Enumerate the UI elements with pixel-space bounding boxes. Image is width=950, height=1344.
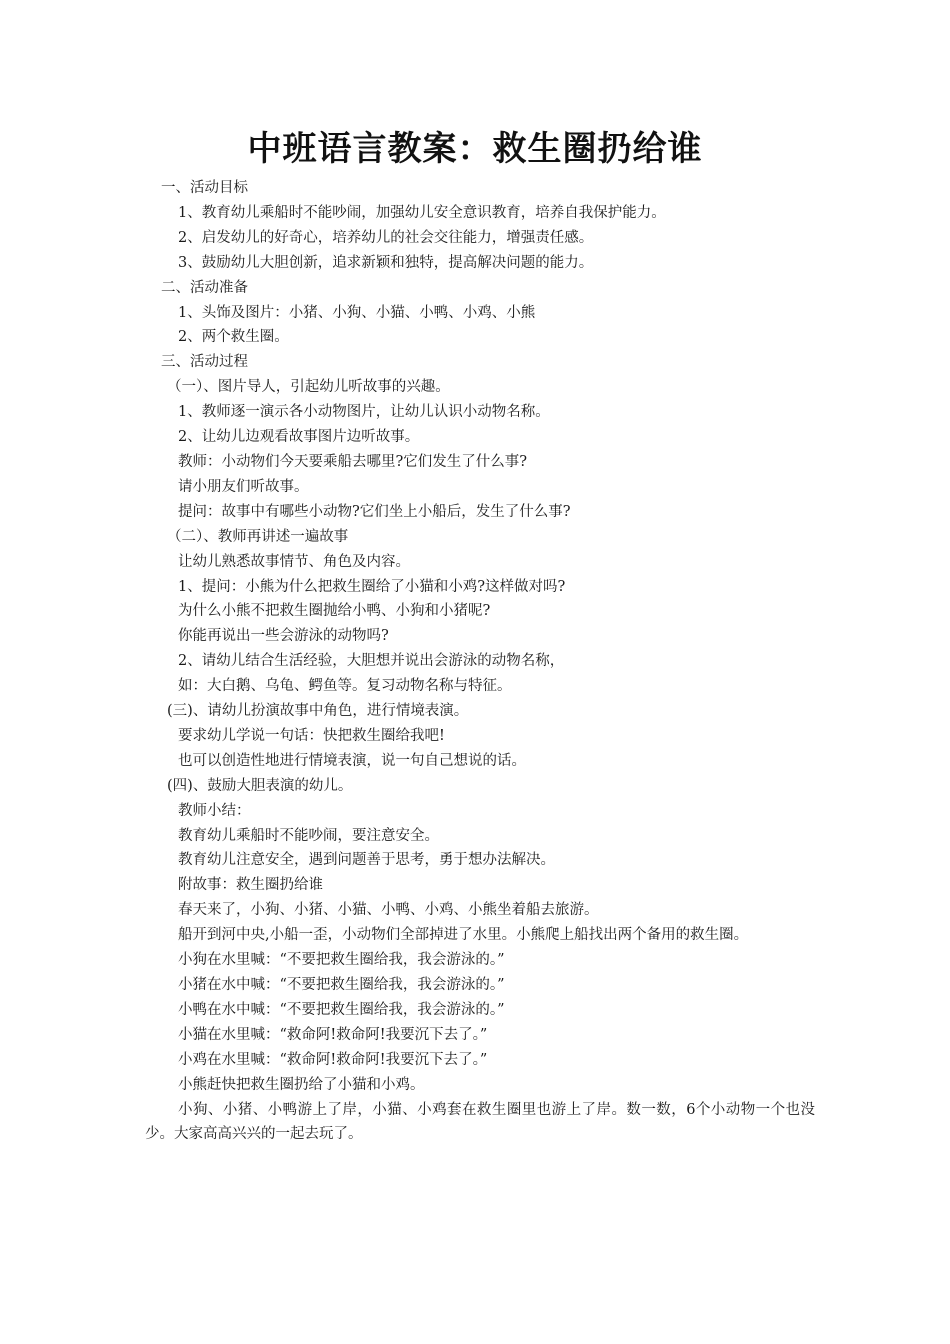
story-line: 小猫在水里喊：“救命阿!救命阿!我要沉下去了。” xyxy=(178,1026,488,1043)
story-line: 小熊赶快把救生圈扔给了小猫和小鸡。 xyxy=(178,1076,425,1093)
goal-item-1: 1、教育幼儿乘船时不能吵闹，加强幼儿安全意识教育，培养自我保护能力。 xyxy=(178,204,666,221)
process-line: 要求幼儿学说一句话：快把救生圈给我吧! xyxy=(178,727,445,744)
story-heading: 附故事：救生圈扔给谁 xyxy=(178,877,323,894)
story-line: 小鸭在水中喊：“不要把救生圈给我，我会游泳的。” xyxy=(178,1001,505,1018)
story-line: 小鸡在水里喊：“救命阿!救命阿!我要沉下去了。” xyxy=(178,1051,488,1068)
story-paragraph: 小狗、小猪、小鸭游上了岸，小猫、小鸡套在救生圈里也游上了岸。数一数，6个小动物一个也没少。大家高高兴兴的一起去玩了。 xyxy=(145,1101,815,1143)
process-line: 2、让幼儿边观看故事图片边听故事。 xyxy=(178,429,420,446)
process-line: 教育幼儿注意安全，遇到问题善于思考，勇于想办法解决。 xyxy=(178,852,555,869)
process-line: 教师小结： xyxy=(178,802,251,819)
process-line: 2、请幼儿结合生活经验，大胆想并说出会游泳的动物名称， xyxy=(178,653,565,670)
story-line: 小猪在水中喊：“不要把救生圈给我，我会游泳的。” xyxy=(178,977,505,993)
section-heading-preparation: 二、活动准备 xyxy=(161,279,248,296)
process-line: 教师：小动物们今天要乘船去哪里?它们发生了什么事? xyxy=(178,453,528,470)
goal-item-2: 2、启发幼儿的好奇心，培养幼儿的社会交往能力，增强责任感。 xyxy=(178,229,594,246)
process-step-3-heading: (三)、请幼儿扮演故事中角色，进行情境表演。 xyxy=(167,703,469,720)
story-line: 小狗在水里喊：“不要把救生圈给我，我会游泳的。” xyxy=(178,952,505,969)
process-line: 让幼儿熟悉故事情节、角色及内容。 xyxy=(178,553,410,570)
story-paragraph: 船开到河中央,小船一歪，小动物们全部掉进了水里。小熊爬上船找出两个备用的救生圈。 xyxy=(178,927,749,944)
preparation-item-2: 2、两个救生圈。 xyxy=(178,329,289,346)
story-line: 春天来了，小狗、小猪、小猫、小鸭、小鸡、小熊坐着船去旅游。 xyxy=(178,902,599,919)
process-line: 为什么小熊不把救生圈抛给小鸭、小狗和小猪呢? xyxy=(178,603,491,620)
section-heading-process: 三、活动过程 xyxy=(161,354,248,371)
process-line: 你能再说出一些会游泳的动物吗? xyxy=(178,628,389,645)
process-line: 请小朋友们听故事。 xyxy=(178,478,309,495)
process-step-4-heading: (四)、鼓励大胆表演的幼儿。 xyxy=(167,777,353,794)
process-line: 提问：故事中有哪些小动物?它们坐上小船后，发生了什么事? xyxy=(178,503,571,520)
process-line: 教育幼儿乘船时不能吵闹，要注意安全。 xyxy=(178,827,439,844)
process-line: 也可以创造性地进行情境表演，说一句自己想说的话。 xyxy=(178,752,526,769)
section-heading-goals: 一、活动目标 xyxy=(161,180,248,196)
process-step-1-heading: （一）、图片导人，引起幼儿听故事的兴趣。 xyxy=(167,379,450,396)
preparation-item-1: 1、头饰及图片：小猪、小狗、小猫、小鸭、小鸡、小熊 xyxy=(178,304,536,321)
process-line: 1、提问：小熊为什么把救生圈给了小猫和小鸡?这样做对吗? xyxy=(178,578,566,595)
process-line: 如：大白鹅、乌龟、鳄鱼等。复习动物名称与特征。 xyxy=(178,678,512,695)
process-line: 1、教师逐一演示各小动物图片，让幼儿认识小动物名称。 xyxy=(178,404,550,421)
process-step-2-heading: （二）、教师再讲述一遍故事 xyxy=(167,528,349,545)
document-title: 中班语言教案：救生圈扔给谁 xyxy=(247,129,703,169)
document-body xyxy=(145,176,815,1147)
goal-item-3: 3、鼓励幼儿大胆创新，追求新颖和独特，提高解决问题的能力。 xyxy=(178,254,594,271)
